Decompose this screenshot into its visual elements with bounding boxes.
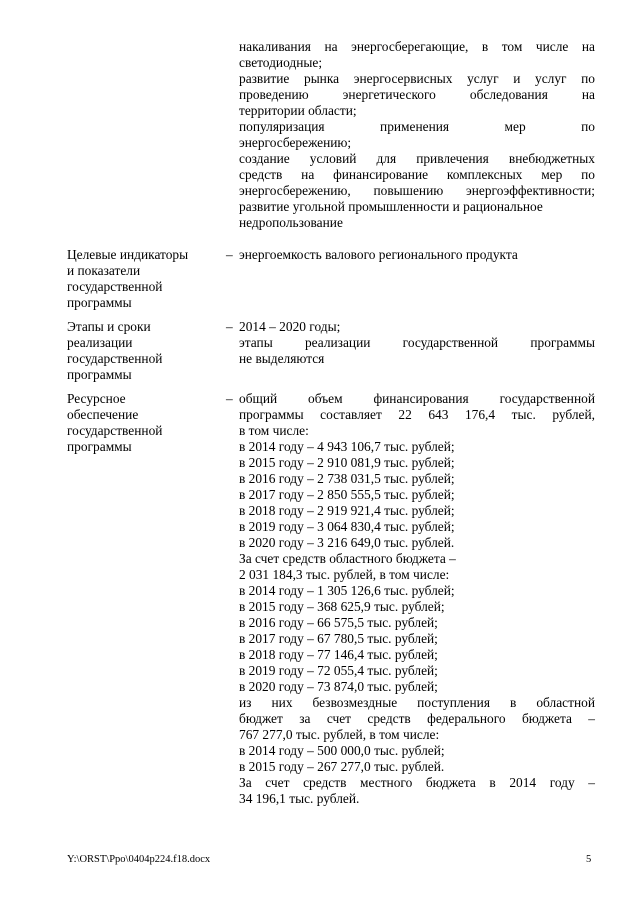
section-value-line: 2014 – 2020 годы; [239, 319, 341, 334]
section-value-line: в 2014 году – 500 000,0 тыс. рублей; [239, 743, 445, 758]
section-value-line: в 2018 году – 77 146,4 тыс. рублей; [239, 647, 438, 662]
section-dash: – [226, 319, 233, 334]
section-label-line: государственной [67, 423, 163, 438]
text-line: создание условий для привлечения внебюджетных [239, 151, 595, 166]
text-line: популяризация применения мер по [239, 119, 595, 134]
section-value-line: из них безвозмездные поступления в областной [239, 695, 595, 710]
section-label-line: обеспечение [67, 407, 139, 422]
section-label-line: реализации [67, 335, 133, 350]
section-value-line: в 2017 году – 67 780,5 тыс. рублей; [239, 631, 438, 646]
section-label-line: программы [67, 439, 132, 454]
text-line: развитие рынка энергосервисных услуг и услуг по [239, 71, 595, 86]
section-value-line: программы составляет 22 643 176,4 тыс. рублей, [239, 407, 595, 422]
section-value-line: в 2015 году – 2 910 081,9 тыс. рублей; [239, 455, 455, 470]
section-value-line: в 2018 году – 2 919 921,4 тыс. рублей; [239, 503, 455, 518]
section-value-line: в 2019 году – 3 064 830,4 тыс. рублей; [239, 519, 455, 534]
footer-file-path: Y:\ORST\Ppo\0404p224.f18.docx [67, 854, 211, 865]
section-value-line: в том числе: [239, 423, 309, 438]
section-value-line: в 2020 году – 3 216 649,0 тыс. рублей. [239, 535, 455, 550]
text-line: энергосбережению; [239, 135, 352, 150]
section-value-line: в 2020 году – 73 874,0 тыс. рублей; [239, 679, 438, 694]
section-value-line: 34 196,1 тыс. рублей. [239, 791, 360, 806]
section-value-line: не выделяются [239, 351, 325, 366]
section-value-line: в 2019 году – 72 055,4 тыс. рублей; [239, 663, 438, 678]
text-line: развитие угольной промышленности и рациональное [239, 199, 543, 214]
footer-page-number: 5 [586, 854, 592, 865]
section-label-line: Этапы и сроки [67, 319, 151, 334]
section-value-line: За счет средств областного бюджета – [239, 551, 456, 566]
section-value-line: в 2017 году – 2 850 555,5 тыс. рублей; [239, 487, 455, 502]
section-value-line: в 2014 году – 1 305 126,6 тыс. рублей; [239, 583, 455, 598]
text-line: проведению энергетического обследования на [239, 87, 595, 102]
section-value-line: этапы реализации государственной программы [239, 335, 595, 350]
section-value-line: в 2016 году – 2 738 031,5 тыс. рублей; [239, 471, 455, 486]
section-label-line: Ресурсное [67, 391, 126, 406]
section-label-line: и показатели [67, 263, 141, 278]
section-dash: – [226, 391, 233, 406]
text-line: территории области; [239, 103, 357, 118]
section-value-line: в 2014 году – 4 943 106,7 тыс. рублей; [239, 439, 455, 454]
section-label-line: государственной [67, 279, 163, 294]
section-label-line: государственной [67, 351, 163, 366]
section-label-line: программы [67, 295, 132, 310]
section-label-line: Целевые индикаторы [67, 247, 189, 262]
text-line: светодиодные; [239, 55, 323, 70]
section-value-line: 2 031 184,3 тыс. рублей, в том числе: [239, 567, 450, 582]
text-line: недропользование [239, 215, 343, 230]
text-line: энергосбережению, повышению энергоэффективности; [239, 183, 595, 198]
section-value-line: в 2015 году – 267 277,0 тыс. рублей. [239, 759, 445, 774]
section-value-line: в 2015 году – 368 625,9 тыс. рублей; [239, 599, 445, 614]
section-value-line: энергоемкость валового регионального продукта [239, 247, 518, 262]
section-value-line: бюджет за счет средств федерального бюджета – [239, 711, 595, 726]
text-line: накаливания на энергосберегающие, в том числе на [239, 39, 595, 54]
section-dash: – [226, 247, 233, 262]
text-line: средств на финансирование комплексных мер по [239, 167, 595, 182]
section-label-line: программы [67, 367, 132, 382]
section-value-line: За счет средств местного бюджета в 2014 году – [239, 775, 595, 790]
section-value-line: общий объем финансирования государственной [239, 391, 595, 406]
section-value-line: в 2016 году – 66 575,5 тыс. рублей; [239, 615, 438, 630]
section-value-line: 767 277,0 тыс. рублей, в том числе: [239, 727, 440, 742]
